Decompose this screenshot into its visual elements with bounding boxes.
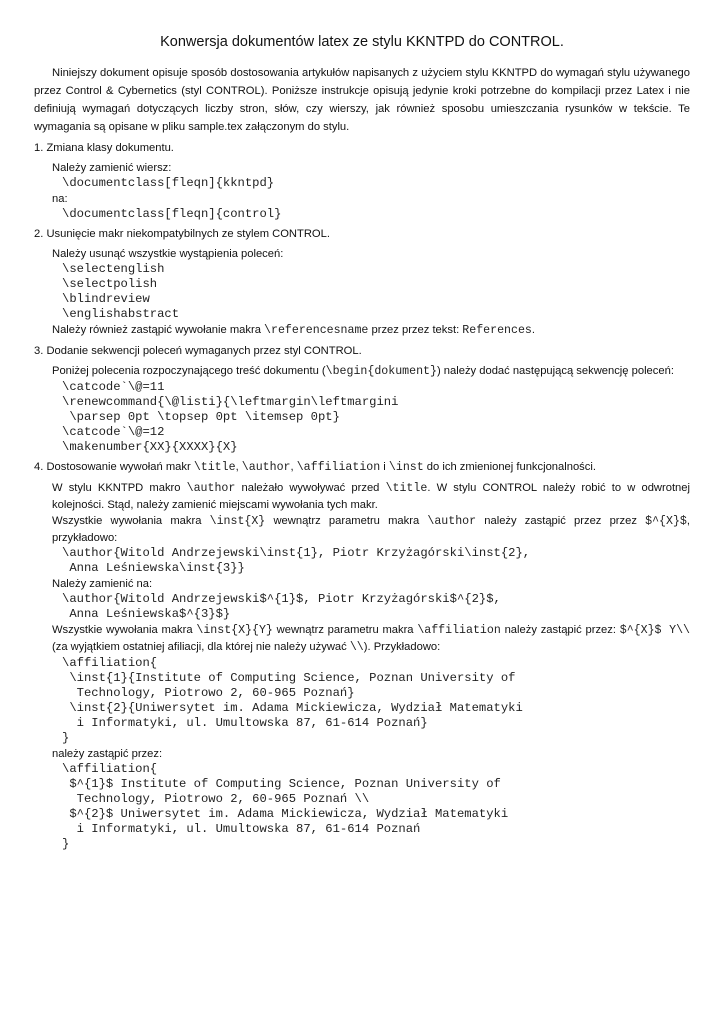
text-run: . W stylu CONTROL należy robić to w odwrotnej kolejności. Stąd, należy zamienić miejscami wywołania tych makr. bbox=[52, 482, 690, 511]
document-page bbox=[34, 34, 690, 852]
section-4-body bbox=[52, 480, 690, 852]
inline-code: \begin{dokument} bbox=[325, 365, 437, 378]
inline-code: \affiliation bbox=[296, 461, 381, 474]
intro-paragraph: Niniejszy dokument opisuje sposób dostosowania artykułów napisanych z użyciem stylu KKNTPD do wymagań stylu używanego przez Control & Cybernetics (styl CONTROL). Poniższe instrukcje opisują jedynie kroki potrzebne do kompilacji przez Latex i nie definiują wymagań dotyczących liczby stron, słów, czy wierszy, jak również sposobu umieszczania rysunków w tekście. Te wymagania są opisane w pliku sample.tex załączonym do stylu. bbox=[34, 67, 690, 133]
code-block: \catcode`\@=11 \renewcommand{\@listi}{\leftmargin\leftmargini \parsep 0pt \topsep 0pt \itemsep 0pt} \catcode`\@=12 \makenumber{XX}{XXXX}{X} bbox=[62, 380, 399, 454]
text-run: , bbox=[290, 461, 297, 473]
code-block: \affiliation{ $^{1}$ Institute of Computing Science, Poznan University of Technology, Piotrowo 2, 60-965 Poznań \\ $^{2}$ Uniwersytet im. Adama Mickiewicza, Wydział Matematyki i Informatyki, ul. Umultowska 87, 61-614 Poznań } bbox=[62, 762, 509, 851]
inline-code: \title bbox=[385, 482, 428, 495]
section-4-heading bbox=[34, 459, 690, 476]
text-run: Poniżej polecenia rozpoczynającego treść dokumentu ( bbox=[52, 365, 326, 377]
text-run: należy zastąpić przez przez bbox=[476, 515, 646, 527]
section-1-body bbox=[52, 160, 690, 222]
document-title: Konwersja dokumentów latex ze stylu KKNTPD do CONTROL. bbox=[160, 34, 564, 50]
text-run: (za wyjątkiem ostatniej afiliacji, dla której nie należy używać bbox=[52, 641, 350, 653]
text-run: do ich zmienionej funkcjonalności. bbox=[423, 461, 596, 473]
section-1-heading: 1. Zmiana klasy dokumentu. bbox=[34, 142, 174, 154]
text-run: wewnątrz parametru makra bbox=[265, 515, 428, 527]
inline-code: \title bbox=[193, 461, 236, 474]
inline-code: \author bbox=[241, 461, 291, 474]
section-3-text bbox=[52, 363, 690, 380]
inline-code: \author bbox=[186, 482, 236, 495]
section-4-text bbox=[52, 622, 690, 656]
text-run: Wszystkie wywołania makra bbox=[52, 624, 197, 636]
inline-code: $^{X}$ Y\\ bbox=[619, 624, 690, 637]
inline-code: $^{X}$ bbox=[645, 515, 687, 528]
text-run: Należy również zastąpić wywołanie makra bbox=[52, 324, 265, 336]
code-block: \documentclass[fleqn]{kkntpd} bbox=[62, 176, 275, 190]
section-4-text bbox=[52, 480, 690, 513]
section-2-text bbox=[52, 322, 690, 339]
section-1-text: Należy zamienić wiersz: bbox=[52, 162, 172, 174]
code-block: \affiliation{ \inst{1}{Institute of Computing Science, Poznan University of Technology, Piotrowo 2, 60-965 Poznań} \inst{2}{Uniwersytet im. Adama Mickiewicza, Wydział Matematyki i Informatyki, ul. Umultowska 87, 61-614 Poznań} } bbox=[62, 656, 523, 745]
text-run: przez przez tekst: bbox=[368, 324, 463, 336]
section-3-body bbox=[52, 363, 690, 455]
section-3-heading: 3. Dodanie sekwencji poleceń wymaganych przez styl CONTROL. bbox=[34, 345, 362, 357]
inline-code: \inst{X} bbox=[209, 515, 266, 528]
inline-code: \affiliation bbox=[417, 624, 501, 637]
text-run: ). Przykładowo: bbox=[363, 641, 441, 653]
text-run: należy zastąpić przez: bbox=[500, 624, 620, 636]
text-run: wewnątrz parametru makra bbox=[272, 624, 418, 636]
section-1-text: na: bbox=[52, 193, 68, 205]
section-4-text: Należy zamienić na: bbox=[52, 578, 153, 590]
inline-code: \\ bbox=[349, 641, 364, 654]
text-run: , bbox=[235, 461, 242, 473]
section-2-heading: 2. Usunięcie makr niekompatybilnych ze stylem CONTROL. bbox=[34, 228, 330, 240]
text-run: . bbox=[531, 324, 535, 336]
inline-code: \referencesname bbox=[264, 324, 369, 337]
inline-code: \inst{X}{Y} bbox=[196, 624, 273, 637]
code-block: \author{Witold Andrzejewski\inst{1}, Piotr Krzyżagórski\inst{2}, Anna Leśniewska\inst{3}} bbox=[62, 546, 531, 575]
code-block: \selectenglish \selectpolish \blindreview \englishabstract bbox=[62, 262, 180, 321]
text-run: W stylu KKNTPD makro bbox=[52, 482, 187, 494]
section-2-body bbox=[52, 246, 690, 339]
text-run: i bbox=[380, 461, 389, 473]
section-4-text bbox=[52, 513, 690, 546]
inline-code: References bbox=[462, 324, 532, 337]
text-run: 4. Dostosowanie wywołań makr bbox=[34, 461, 194, 473]
text-run: ) należy dodać następującą sekwencję poleceń: bbox=[436, 365, 674, 377]
section-2-text: Należy usunąć wszystkie wystąpienia poleceń: bbox=[52, 248, 284, 260]
code-block: \author{Witold Andrzejewski$^{1}$, Piotr Krzyżagórski$^{2}$, Anna Leśniewska$^{3}$} bbox=[62, 592, 501, 621]
inline-code: \author bbox=[427, 515, 477, 528]
section-4-text: należy zastąpić przez: bbox=[52, 748, 163, 760]
text-run: należało wywoływać przed bbox=[235, 482, 386, 494]
text-run: Wszystkie wywołania makra bbox=[52, 515, 210, 527]
inline-code: \inst bbox=[388, 461, 424, 474]
code-block: \documentclass[fleqn]{control} bbox=[62, 207, 282, 221]
text-run: , przykładowo: bbox=[52, 515, 690, 544]
